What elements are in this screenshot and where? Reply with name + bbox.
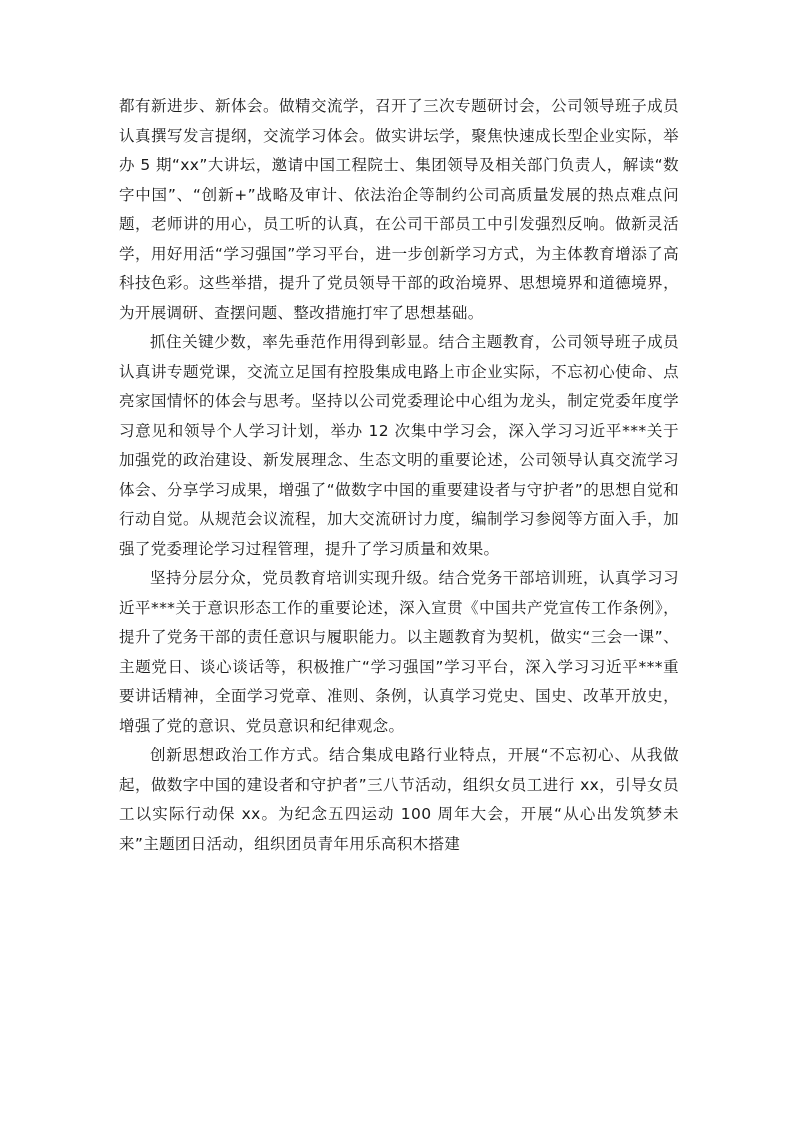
paragraph-ideological-work: 创新思想政治工作方式。结合集成电路行业特点，开展“不忘初心、从我做起，做数字中国的建设者和守护者”三八节活动，组织女员工进行 xx，引导女员工以实际行动保 xx。为纪念五四运动 100 周年大会，开展“从心出发筑梦未来”主题团日活动，组织团员青年用乐高积木搭建 bbox=[119, 746, 679, 853]
paragraph-key-minority: 抓住关键少数，率先垂范作用得到彰显。结合主题教育，公司领导班子成员认真讲专题党课，交流立足国有控股集成电路上市企业实际，不忘初心使命、点亮家国情怀的体会与思考。坚持以公司党委理论中心组为龙头，制定党委年度学习意见和领导个人学习计划，举办 12 次集中学习会，深入学习习近平***关于加强党的政治建设、新发展理念、生态文明的重要论述，公司领导认真交流学习体会、分享学习成果，增强了“做数字中国的重要建设者与守护者”的思想自觉和行动自觉。从规范会议流程，加大交流研讨力度，编制学习参阅等方面入手，加强了党委理论学习过程管理，提升了学习质量和效果。 bbox=[119, 333, 679, 558]
document-body bbox=[119, 92, 679, 859]
paragraph-continued: 都有新进步、新体会。做精交流学，召开了三次专题研讨会，公司领导班子成员认真撰写发言提纲，交流学习体会。做实讲坛学，聚焦快速成长型企业实际，举办 5 期“xx”大讲坛，邀请中国工程院士、集团领导及相关部门负责人，解读“数字中国”、“创新+”战略及审计、依法治企等制约公司高质量发展的热点难点问题，老师讲的用心，员工听的认真，在公司干部员工中引发强烈反响。做新灵活学，用好用活“学习强国”学习平台，进一步创新学习方式，为主体教育增添了高科技色彩。这些举措，提升了党员领导干部的政治境界、思想境界和道德境界，为开展调研、查摆问题、整改措施打牢了思想基础。 bbox=[119, 97, 679, 322]
paragraph-tiered-training: 坚持分层分众，党员教育培训实现升级。结合党务干部培训班，认真学习习近平***关于意识形态工作的重要论述，深入宣贯《中国共产党宣传工作条例》，提升了党务干部的责任意识与履职能力。以主题教育为契机，做实“三会一课”、主题党日、谈心谈话等，积极推广“学习强国”学习平台，深入学习习近平***重要讲话精神，全面学习党章、准则、条例，认真学习党史、国史、改革开放史，增强了党的意识、党员意识和纪律观念。 bbox=[119, 569, 679, 735]
